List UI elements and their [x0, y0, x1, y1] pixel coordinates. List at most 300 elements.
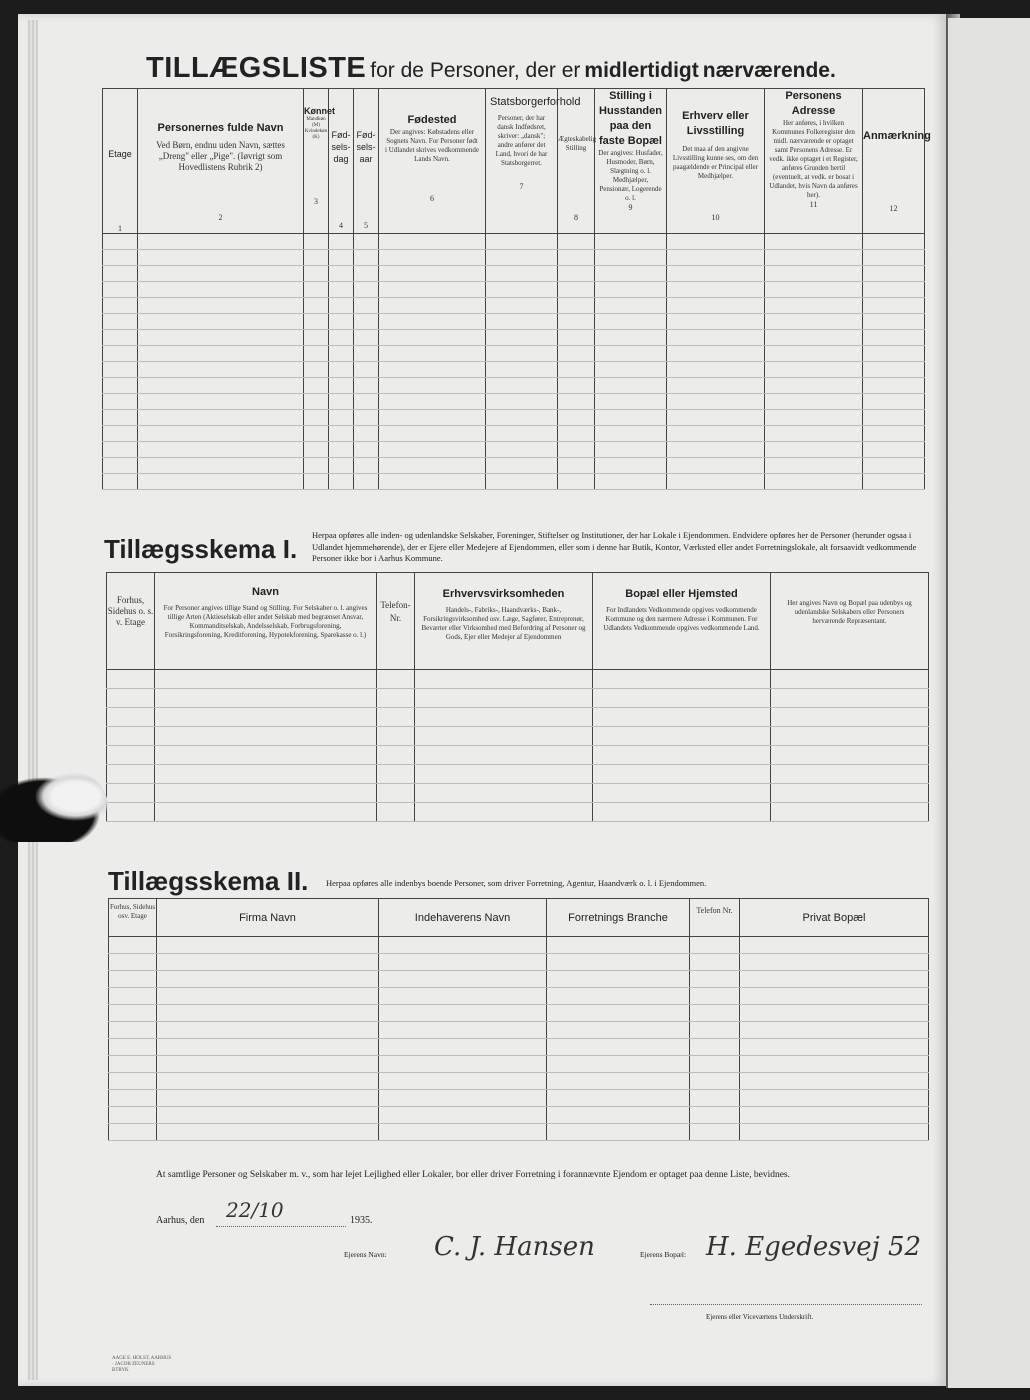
blank-cell [107, 746, 155, 765]
blank-cell [329, 410, 354, 426]
blank-cell [377, 765, 415, 784]
blank-cell [547, 1039, 690, 1056]
blank-cell [103, 298, 138, 314]
blank-cell [379, 937, 547, 954]
blank-cell [379, 1022, 547, 1039]
blank-cell [354, 282, 379, 298]
blank-cell [771, 746, 929, 765]
col-citizenship-header: Statsborgerforhold Personer, der har dansk Indfødsret, skriver: „dansk"; andre anfører det Land, hvori de har Statsborgerret. 7 [486, 89, 558, 234]
col-etage-header: Etage 1 [103, 89, 138, 234]
blank-cell [379, 474, 486, 490]
skema2-col-floor: Forhus, Sidehus osv. Etage [109, 899, 157, 937]
blank-cell [329, 474, 354, 490]
blank-cell [103, 442, 138, 458]
blank-cell [863, 426, 925, 442]
blank-cell [107, 670, 155, 689]
facing-page [948, 18, 1030, 1388]
blank-cell [667, 314, 765, 330]
blank-cell [547, 1073, 690, 1090]
blank-cell [690, 1056, 740, 1073]
blank-cell [558, 410, 595, 426]
blank-cell [109, 937, 157, 954]
blank-row [103, 442, 925, 458]
blank-cell [157, 1039, 379, 1056]
blank-cell [103, 266, 138, 282]
blank-cell [138, 410, 304, 426]
blank-row [109, 971, 929, 988]
blank-row [109, 1039, 929, 1056]
blank-cell [765, 362, 863, 378]
blank-cell [379, 410, 486, 426]
blank-cell [103, 314, 138, 330]
blank-cell [558, 234, 595, 250]
blank-cell [377, 727, 415, 746]
blank-cell [379, 1073, 547, 1090]
blank-cell [379, 1005, 547, 1022]
blank-cell [109, 1005, 157, 1022]
blank-cell [765, 426, 863, 442]
blank-cell [486, 314, 558, 330]
blank-cell [377, 803, 415, 822]
col-occupation-header: Erhverv eller Livsstilling Det maa af den angivne Livsstilling kunne ses, om den paagældende er Principal eller Medhjælper. 10 [667, 89, 765, 234]
blank-cell [377, 746, 415, 765]
blank-cell [155, 708, 377, 727]
blank-cell [109, 988, 157, 1005]
blank-cell [304, 474, 329, 490]
blank-cell [740, 1039, 929, 1056]
blank-cell [740, 1056, 929, 1073]
blank-row [107, 746, 929, 765]
blank-cell [863, 362, 925, 378]
blank-cell [486, 346, 558, 362]
blank-cell [863, 442, 925, 458]
blank-cell [415, 746, 593, 765]
blank-cell [304, 298, 329, 314]
blank-cell [109, 1039, 157, 1056]
blank-cell [415, 803, 593, 822]
title-normal-2: nærværende. [702, 59, 836, 82]
skema1-col-floor: Forhus, Sidehus o. s. v. Etage [107, 573, 155, 670]
blank-row [107, 803, 929, 822]
blank-cell [486, 410, 558, 426]
blank-cell [354, 442, 379, 458]
blank-row [107, 708, 929, 727]
blank-cell [304, 394, 329, 410]
skema2-col-branch: Forretnings Branche [547, 899, 690, 937]
blank-cell [593, 708, 771, 727]
blank-cell [304, 282, 329, 298]
blank-cell [486, 378, 558, 394]
blank-row [107, 670, 929, 689]
title-bold-2: midlertidigt [584, 59, 699, 82]
blank-cell [304, 378, 329, 394]
blank-cell [486, 266, 558, 282]
blank-cell [157, 1056, 379, 1073]
blank-cell [863, 458, 925, 474]
blank-cell [558, 458, 595, 474]
blank-cell [771, 689, 929, 708]
blank-cell [415, 784, 593, 803]
blank-cell [595, 426, 667, 442]
blank-cell [740, 1022, 929, 1039]
blank-row [103, 234, 925, 250]
blank-cell [329, 394, 354, 410]
blank-row [107, 727, 929, 746]
blank-cell [486, 394, 558, 410]
skema2-intro: Herpaa opføres alle indenbys boende Personer, som driver Forretning, Agentur, Haandværk o. l. i Ejendommen. [326, 878, 707, 888]
blank-cell [863, 330, 925, 346]
blank-cell [486, 330, 558, 346]
blank-cell [771, 670, 929, 689]
blank-cell [486, 250, 558, 266]
blank-cell [379, 458, 486, 474]
blank-cell [486, 458, 558, 474]
blank-cell [354, 426, 379, 442]
blank-cell [107, 765, 155, 784]
blank-cell [558, 298, 595, 314]
blank-cell [379, 250, 486, 266]
blank-cell [377, 708, 415, 727]
blank-cell [155, 803, 377, 822]
blank-cell [138, 442, 304, 458]
blank-cell [157, 1073, 379, 1090]
blank-cell [103, 362, 138, 378]
blank-cell [690, 1107, 740, 1124]
col-marital-header: Ægteskabelig Stilling 8 [558, 89, 595, 234]
blank-cell [329, 442, 354, 458]
col-gender-header: Kønnet Mandkøn (M) Kvindekøn (K) 3 [304, 89, 329, 234]
owner-address-handwritten: H. Egedesvej 52 [706, 1232, 922, 1262]
blank-cell [547, 954, 690, 971]
blank-cell [103, 234, 138, 250]
blank-cell [109, 1022, 157, 1039]
blank-cell [690, 1124, 740, 1141]
blank-cell [109, 1090, 157, 1107]
blank-cell [690, 1073, 740, 1090]
blank-cell [771, 727, 929, 746]
blank-cell [595, 378, 667, 394]
blank-cell [379, 971, 547, 988]
blank-cell [667, 394, 765, 410]
blank-cell [379, 266, 486, 282]
blank-cell [558, 330, 595, 346]
blank-row [109, 954, 929, 971]
blank-cell [486, 474, 558, 490]
blank-cell [863, 282, 925, 298]
blank-cell [107, 727, 155, 746]
blank-cell [354, 362, 379, 378]
blank-cell [765, 346, 863, 362]
blank-cell [304, 346, 329, 362]
blank-cell [138, 282, 304, 298]
blank-row [103, 394, 925, 410]
blank-cell [138, 474, 304, 490]
blank-cell [138, 394, 304, 410]
blank-cell [304, 314, 329, 330]
blank-cell [690, 988, 740, 1005]
blank-cell [595, 410, 667, 426]
signature-label: Ejerens eller Viceværtens Underskrift. [706, 1313, 814, 1321]
blank-cell [304, 426, 329, 442]
blank-cell [103, 474, 138, 490]
blank-cell [107, 708, 155, 727]
blank-cell [593, 689, 771, 708]
blank-cell [593, 803, 771, 822]
date-line [216, 1226, 346, 1227]
blank-cell [595, 346, 667, 362]
blank-cell [377, 784, 415, 803]
blank-cell [547, 937, 690, 954]
blank-cell [415, 689, 593, 708]
blank-cell [595, 394, 667, 410]
blank-cell [667, 330, 765, 346]
blank-cell [558, 378, 595, 394]
blank-cell [667, 346, 765, 362]
blank-cell [329, 314, 354, 330]
blank-cell [765, 442, 863, 458]
blank-row [109, 1073, 929, 1090]
title-normal: for de Personer, der er [370, 59, 581, 82]
blank-row [103, 474, 925, 490]
blank-cell [558, 314, 595, 330]
blank-cell [547, 1022, 690, 1039]
blank-cell [595, 442, 667, 458]
blank-cell [329, 426, 354, 442]
blank-row [109, 1124, 929, 1141]
blank-cell [379, 1107, 547, 1124]
col-birthyear-header: Fød-sels-aar 5 [354, 89, 379, 234]
blank-cell [558, 394, 595, 410]
col-birthplace-header: Fødested Der angives: Købstadens eller Sognets Navn. For Personer født i Udlandet skrives vedkommende Lands Navn. 6 [379, 89, 486, 234]
skema2-col-firm: Firma Navn [157, 899, 379, 937]
blank-row [109, 1107, 929, 1124]
blank-cell [415, 670, 593, 689]
col-household-header: Stilling i Husstanden paa den faste Bopæl Der angives: Husfader, Husmoder, Børn, Slægtning o. l. Medhjælper, Pensionær, Logerende o. l. 9 [595, 89, 667, 234]
skema1-intro: Herpaa opføres alle inden- og udenlandske Selskaber, Foreninger, Stiftelser og Institutioner, der har Lokale i Ejendommen. Endvidere opføres her de Personer (herunder ogsaa i Udlandet hjemmehørende), der er Ejere eller Medejere af Ejendommen, eller som i denne har Butik, Kontor, Værksted eller andet Forretningslokale, alt forsaavidt vedkommende Personer ikke bor i Aarhus Kommune. [312, 530, 917, 563]
blank-cell [103, 282, 138, 298]
blank-cell [103, 330, 138, 346]
skema2-col-owner: Indehaverens Navn [379, 899, 547, 937]
blank-cell [595, 266, 667, 282]
blank-cell [109, 1056, 157, 1073]
skema1-title: Tillægsskema I. [104, 534, 298, 564]
blank-cell [107, 784, 155, 803]
blank-cell [379, 442, 486, 458]
blank-cell [354, 474, 379, 490]
signature-line [650, 1304, 922, 1305]
declaration-text: At samtlige Personer og Selskaber m. v., som har lejet Lejlighed eller Lokaler, bor eller driver Forretning i forannævnte Ejendom er optaget paa denne Liste, bevidnes. [156, 1170, 790, 1180]
blank-cell [415, 727, 593, 746]
blank-cell [547, 1107, 690, 1124]
blank-cell [379, 234, 486, 250]
blank-cell [863, 234, 925, 250]
blank-cell [304, 410, 329, 426]
blank-cell [155, 670, 377, 689]
blank-cell [690, 937, 740, 954]
skema1-col-representative: Her angives Navn og Bopæl paa udenbys og udenlandske Selskabers eller Personers herværende Repræsentant. [771, 573, 929, 670]
blank-cell [765, 330, 863, 346]
blank-cell [486, 298, 558, 314]
blank-cell [379, 298, 486, 314]
blank-cell [667, 234, 765, 250]
blank-cell [157, 1107, 379, 1124]
blank-cell [103, 410, 138, 426]
blank-cell [354, 458, 379, 474]
skema1-header-row [107, 573, 929, 670]
table1-header-row [103, 89, 925, 234]
year-label: 1935. [350, 1215, 373, 1226]
blank-cell [354, 346, 379, 362]
blank-row [109, 937, 929, 954]
blank-row [103, 250, 925, 266]
blank-cell [547, 971, 690, 988]
col-name-header: Personernes fulde Navn Ved Børn, endnu uden Navn, sættes „Dreng" eller „Pige". (Iøvrigt som Hovedlistens Rubrik 2) 2 [138, 89, 304, 234]
skema2-header-row [109, 899, 929, 937]
blank-cell [103, 458, 138, 474]
blank-cell [595, 458, 667, 474]
blank-cell [354, 314, 379, 330]
blank-cell [138, 266, 304, 282]
blank-cell [765, 250, 863, 266]
blank-cell [765, 410, 863, 426]
blank-cell [138, 330, 304, 346]
blank-cell [690, 1022, 740, 1039]
blank-cell [103, 426, 138, 442]
blank-cell [107, 803, 155, 822]
blank-cell [558, 346, 595, 362]
col-address-header: Personens Adresse Her anføres, i hvilken Kommunes Folkeregister den midl. nærværende er optaget samt Personens Adresse. Er vedk. ikke optaget i et Register, anføres Grunden hertil (eventuelt, at vedk. er bosat i Udlandet, hvis Navn da anføres her). 11 [765, 89, 863, 234]
blank-cell [379, 378, 486, 394]
blank-row [103, 378, 925, 394]
blank-cell [740, 1073, 929, 1090]
title-bold: TILLÆGSLISTE [146, 52, 367, 84]
skema2-table [108, 898, 929, 1141]
blank-row [103, 426, 925, 442]
col-birthday-header: Fød-sels-dag 4 [329, 89, 354, 234]
blank-cell [558, 282, 595, 298]
blank-cell [155, 689, 377, 708]
blank-cell [155, 784, 377, 803]
blank-cell [740, 988, 929, 1005]
blank-cell [690, 1039, 740, 1056]
blank-cell [304, 362, 329, 378]
skema2-col-private-address: Privat Bopæl [740, 899, 929, 937]
blank-cell [558, 250, 595, 266]
blank-row [109, 988, 929, 1005]
blank-cell [486, 426, 558, 442]
blank-cell [157, 1022, 379, 1039]
blank-cell [109, 954, 157, 971]
blank-cell [304, 330, 329, 346]
blank-cell [558, 474, 595, 490]
blank-cell [667, 282, 765, 298]
owner-name-label: Ejerens Navn: [344, 1250, 387, 1259]
blank-cell [765, 282, 863, 298]
blank-cell [329, 282, 354, 298]
blank-cell [765, 314, 863, 330]
blank-cell [138, 298, 304, 314]
blank-cell [329, 298, 354, 314]
skema1-table [106, 572, 929, 822]
blank-cell [667, 266, 765, 282]
blank-cell [379, 1039, 547, 1056]
blank-cell [667, 474, 765, 490]
blank-cell [138, 346, 304, 362]
blank-cell [486, 442, 558, 458]
tillaegsliste-table [102, 88, 931, 490]
blank-cell [354, 330, 379, 346]
blank-cell [863, 250, 925, 266]
blank-cell [593, 765, 771, 784]
owner-name-signature: C. J. Hansen [434, 1232, 595, 1262]
skema1-col-business: Erhvervsvirksomheden Handels-, Fabriks-, Haandværks-, Bank-, Forsikringsvirksomhed osv. Læge, Sagfører, Entreprenør, Beværter eller Virksomhed med Befordring af Personer og Gods, Ejer eller Medejer af Ejendommen [415, 573, 593, 670]
blank-cell [863, 314, 925, 330]
blank-cell [109, 1107, 157, 1124]
blank-row [103, 266, 925, 282]
blank-row [103, 314, 925, 330]
blank-cell [740, 1124, 929, 1141]
blank-cell [593, 746, 771, 765]
blank-cell [304, 250, 329, 266]
blank-cell [155, 746, 377, 765]
handwritten-date: 22/10 [226, 1198, 284, 1222]
blank-cell [157, 1124, 379, 1141]
blank-cell [667, 362, 765, 378]
blank-cell [863, 346, 925, 362]
blank-cell [595, 362, 667, 378]
blank-cell [354, 410, 379, 426]
blank-cell [765, 266, 863, 282]
blank-cell [138, 314, 304, 330]
blank-cell [547, 1056, 690, 1073]
blank-cell [354, 266, 379, 282]
blank-row [103, 458, 925, 474]
blank-row [107, 689, 929, 708]
blank-cell [103, 394, 138, 410]
blank-cell [379, 346, 486, 362]
printer-imprint: AAGE E. HOLST, AARHUS · JACOB ZEUNERS BTRYK [112, 1356, 172, 1373]
blank-cell [329, 346, 354, 362]
blank-row [103, 282, 925, 298]
blank-cell [771, 784, 929, 803]
blank-cell [765, 378, 863, 394]
blank-cell [771, 708, 929, 727]
blank-cell [138, 362, 304, 378]
blank-cell [765, 474, 863, 490]
blank-cell [740, 971, 929, 988]
blank-cell [354, 250, 379, 266]
blank-cell [157, 988, 379, 1005]
blank-cell [379, 1056, 547, 1073]
blank-cell [547, 1005, 690, 1022]
blank-cell [690, 954, 740, 971]
blank-cell [863, 474, 925, 490]
blank-cell [379, 1124, 547, 1141]
skema1-col-phone: Telefon-Nr. [377, 573, 415, 670]
blank-row [109, 1005, 929, 1022]
blank-cell [379, 330, 486, 346]
skema1-col-residence: Bopæl eller Hjemsted For Indlandets Vedkommende opgives vedkommende Kommune og den nærmere Adresse i Kommunen. For Udlandets Vedkommende opgives vedkommende Land. [593, 573, 771, 670]
blank-cell [558, 442, 595, 458]
blank-cell [354, 378, 379, 394]
blank-cell [667, 426, 765, 442]
blank-cell [863, 394, 925, 410]
blank-cell [667, 298, 765, 314]
blank-cell [377, 689, 415, 708]
blank-cell [765, 298, 863, 314]
blank-cell [595, 298, 667, 314]
blank-cell [304, 458, 329, 474]
